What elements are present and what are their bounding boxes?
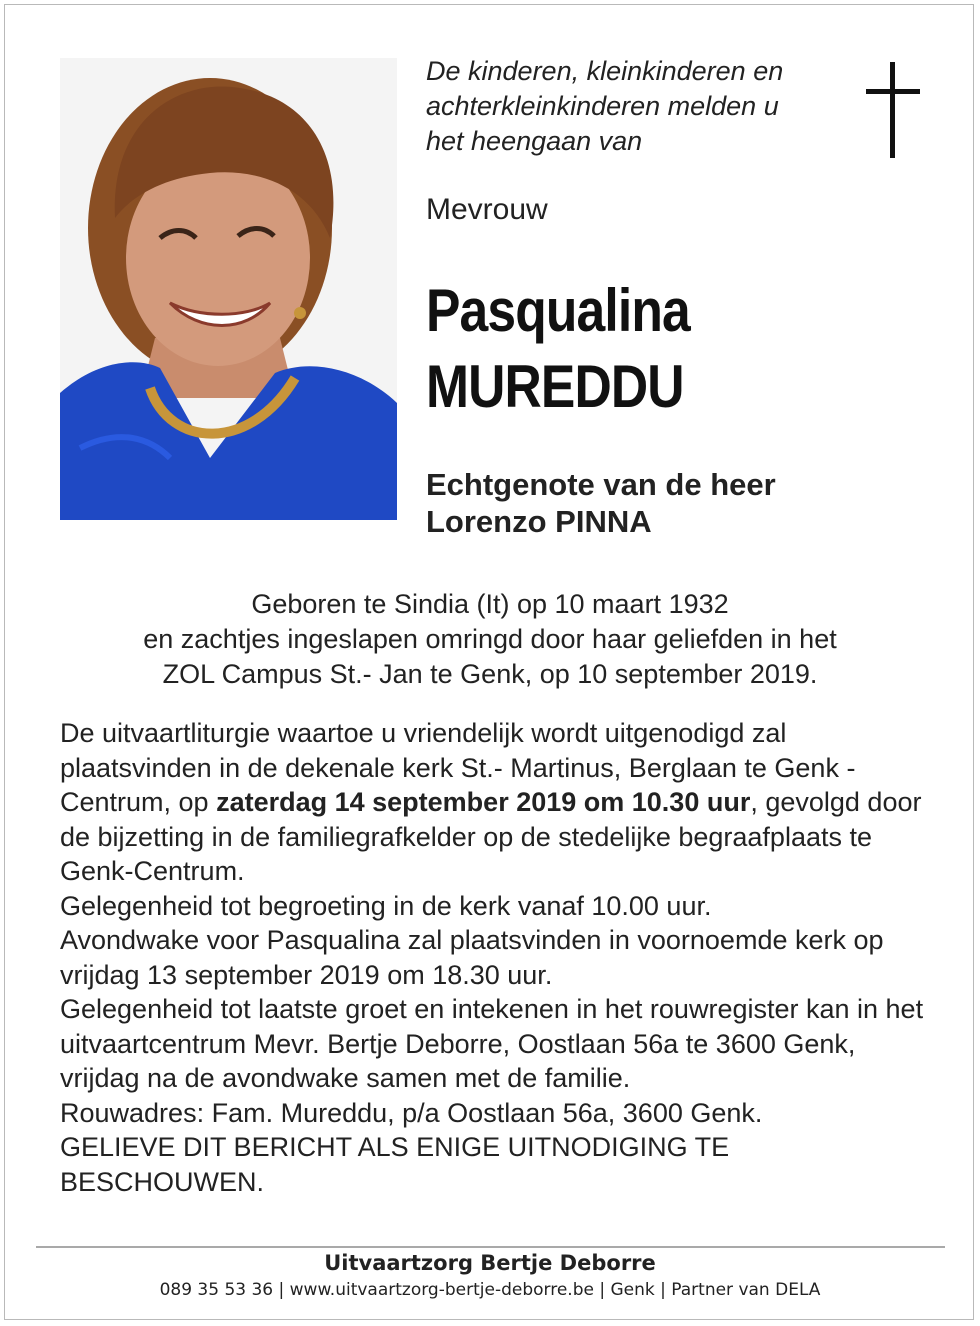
deceased-first-name: Pasqualina [426,277,690,344]
register-info: Gelegenheid tot laatste groet en intekenen in het rouwregister kan in het uitvaartcentrum Mevr. Bertje Deborre, Oostlaan 56a te 3600 Genk, vrijdag na de avondwake samen met de familie. [60,994,924,1093]
spouse-info [426,466,946,540]
passing-line: en zachtjes ingeslapen omringd door haar geliefden in het [143,624,837,654]
funeral-paragraph [60,716,940,889]
funeral-details [60,716,940,1199]
latin-cross-icon [862,62,924,158]
invitation-notice: GELIEVE DIT BERICHT ALS ENIGE UITNODIGING TE BESCHOUWEN. [60,1132,730,1197]
intro-line: achterkleinkinderen melden u [426,91,779,121]
footer-divider [36,1246,945,1248]
birth-and-death-info [30,587,950,692]
spouse-name: Lorenzo PINNA [426,504,652,539]
honorific-title: Mevrouw [426,193,548,226]
passing-place-line: ZOL Campus St.- Jan te Genk, op 10 september 2019. [162,659,818,689]
funeral-home-name: Uitvaartzorg Bertje Deborre [324,1251,656,1275]
funeral-home-contact: 089 35 53 36 | www.uitvaartzorg-bertje-deborre.be | Genk | Partner van DELA [159,1280,821,1300]
portrait-photo [60,58,397,520]
intro-line: het heengaan van [426,126,643,156]
announcement-intro [426,54,856,159]
deceased-last-name: MUREDDU [426,353,684,420]
birth-line: Geboren te Sindia (It) op 10 maart 1932 [251,589,729,619]
intro-line: De kinderen, kleinkinderen en [426,56,784,86]
spouse-line: Echtgenote van de heer [426,467,776,502]
funeral-date: zaterdag 14 september 2019 om 10.30 uur [216,787,751,817]
greeting-info: Gelegenheid tot begroeting in de kerk vanaf 10.00 uur. [60,890,712,921]
wake-info: Avondwake voor Pasqualina zal plaatsvinden in voornoemde kerk op vrijdag 13 september 2019 om 18.30 uur. [60,925,884,990]
funeral-text-continued: , gevolgd door de bijzetting in de familiegrafkelder op de stedelijke begraafplaats te Genk-Centrum. [60,787,922,886]
funeral-text: De uitvaartliturgie waartoe u vriendelijk wordt uitgenodigd zal plaatsvinden in de dekenale kerk St.- Martinus, Berglaan te Genk - Centrum, op [60,718,856,817]
mourning-address: Rouwadres: Fam. Mureddu, p/a Oostlaan 56a, 3600 Genk. [60,1097,763,1128]
portrait-illustration [60,58,397,520]
